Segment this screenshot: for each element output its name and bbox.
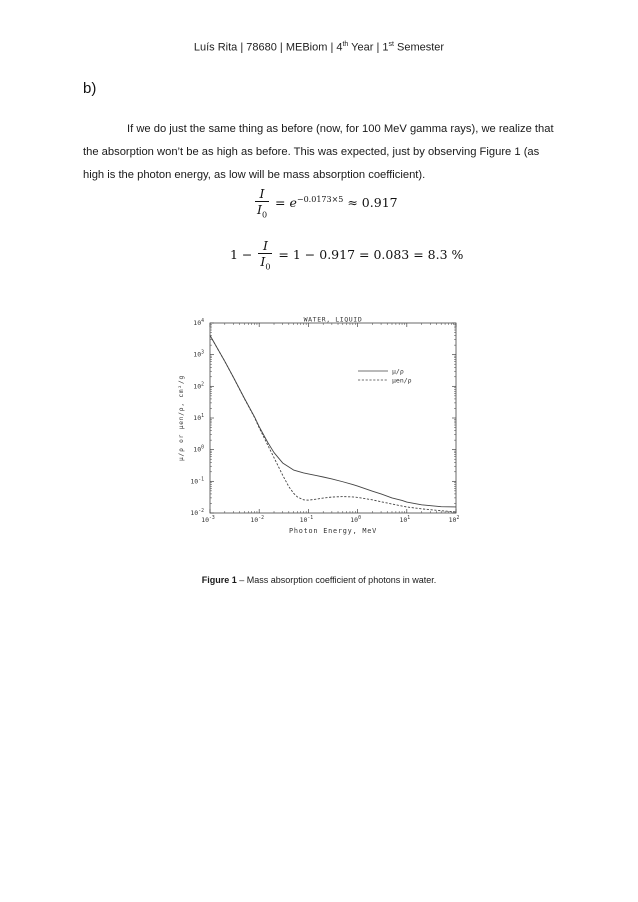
y-tick-label: $10^{-2}$ bbox=[190, 509, 204, 517]
header-year-sup: th bbox=[342, 41, 349, 48]
attenuation-chart-svg bbox=[164, 316, 464, 552]
equation-transmission bbox=[253, 186, 398, 220]
y-tick-label: $10^0$ bbox=[193, 445, 204, 454]
equation1-denominator-base: I bbox=[257, 202, 262, 217]
series-line-mu-rho bbox=[210, 335, 456, 507]
equation1-fraction bbox=[255, 186, 269, 220]
paragraph-text: If we do just the same thing as before (now, for 100 MeV gamma rays), we realize that the absorption won’t be as high as before. This was expected, just by observing Figure 1 (as high is the photon energy, as low will be mass absorption coefficient). bbox=[83, 123, 554, 181]
body-paragraph bbox=[83, 118, 563, 187]
chart-title: WATER, LIQUID bbox=[303, 316, 363, 324]
figure-attenuation-chart bbox=[164, 316, 464, 552]
header-year-suffix: Year | 1 bbox=[348, 41, 389, 54]
x-tick-label: $10^{-1}$ bbox=[299, 516, 314, 524]
equation1-denominator-sub: 0 bbox=[261, 210, 268, 220]
caption-label: Figure 1 bbox=[201, 575, 237, 585]
equation1-equals: = bbox=[275, 195, 290, 211]
x-tick-label: $10^{-2}$ bbox=[250, 516, 265, 524]
equation1-rhs bbox=[275, 195, 398, 210]
equation2-numerator: I bbox=[262, 238, 268, 253]
equation1-denominator bbox=[255, 201, 269, 220]
x-tick-label: $10^{-3}$ bbox=[201, 516, 215, 524]
x-tick-label: $10^1$ bbox=[399, 516, 411, 524]
section-label: b) bbox=[83, 80, 97, 97]
chart-xlabel: Photon Energy, MeV bbox=[288, 527, 378, 535]
y-tick-label: $10^{-1}$ bbox=[190, 477, 204, 486]
y-tick-label: $10^4$ bbox=[193, 319, 204, 327]
equation2-rhs: = 1 − 0.917 = 0.083 = 8.3 % bbox=[278, 247, 464, 263]
equation2-denominator bbox=[258, 253, 272, 272]
header-semester-sup: st bbox=[388, 41, 394, 48]
y-tick-label: $10^1$ bbox=[193, 414, 204, 422]
legend-label-muen-rho: μen/ρ bbox=[392, 376, 412, 385]
equation2-denominator-sub: 0 bbox=[265, 262, 271, 272]
header-prefix: Luís Rita | 78680 | MEBiom | 4 bbox=[193, 41, 343, 54]
equation-absorption bbox=[230, 238, 463, 272]
equation2-lhs: 1 − bbox=[230, 247, 253, 263]
chart-legend bbox=[358, 368, 412, 385]
y-tick-label: $10^3$ bbox=[193, 350, 204, 359]
equation1-numerator: I bbox=[259, 186, 265, 201]
equation1-exponent: −0.0173×5 bbox=[296, 195, 344, 205]
x-tick-label: $10^2$ bbox=[448, 516, 460, 524]
chart-ylabel: μ/ρ or μen/ρ, cm²/g bbox=[178, 375, 185, 461]
figure-caption bbox=[0, 575, 638, 585]
y-tick-label: $10^2$ bbox=[193, 382, 204, 391]
equation2-fraction bbox=[258, 238, 272, 272]
equation2-denominator-base: I bbox=[260, 254, 266, 269]
equation1-approx: ≈ 0.917 bbox=[343, 195, 398, 211]
header-semester-suffix: Semester bbox=[393, 41, 445, 54]
page-header bbox=[0, 41, 638, 54]
legend-label-mu-rho: μ/ρ bbox=[392, 367, 404, 376]
x-tick-label: $10^0$ bbox=[350, 516, 361, 524]
equation1-base: e bbox=[289, 195, 297, 211]
caption-text: – Mass absorption coefficient of photons in water. bbox=[236, 575, 437, 585]
series-line-muen-rho bbox=[210, 335, 456, 512]
chart-frame bbox=[210, 323, 456, 513]
